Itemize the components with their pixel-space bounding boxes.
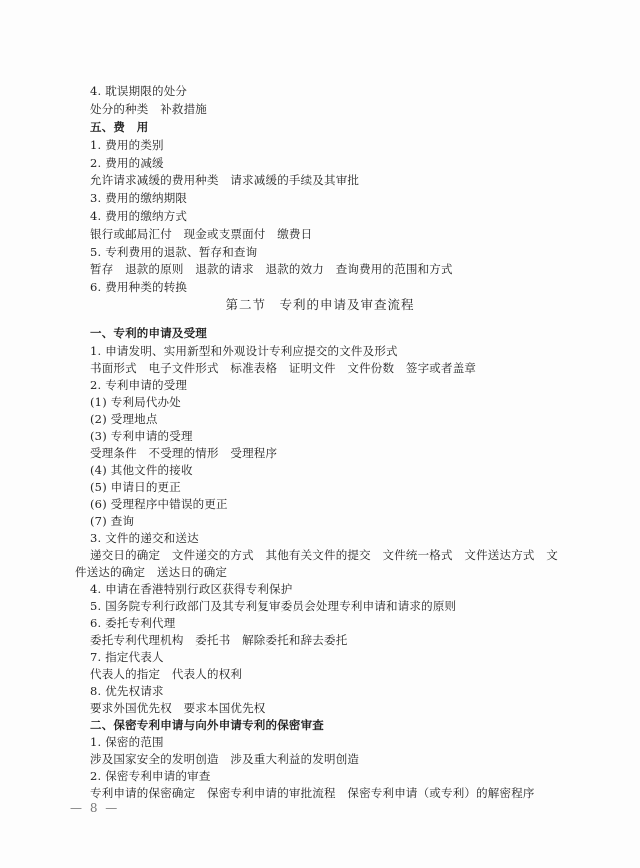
text-line: (4) 其他文件的接收: [90, 463, 193, 477]
chapter-section-title: 第二节 专利的申请及审查流程: [225, 297, 415, 312]
text-line: 7. 指定代表人: [90, 650, 164, 664]
text-line: 8. 优先权请求: [90, 684, 164, 698]
text-line: 2. 费用的减缓: [90, 156, 164, 170]
text-line: 4. 申请在香港特别行政区获得专利保护: [90, 582, 293, 596]
text-line: (3) 专利申请的受理: [90, 429, 193, 443]
text-line: 1. 费用的类别: [90, 138, 164, 152]
section-heading: 五、费 用: [90, 120, 149, 134]
text-line: 1. 申请发明、实用新型和外观设计专利应提交的文件及形式: [90, 344, 398, 358]
text-line: 3. 费用的缴纳期限: [90, 191, 188, 205]
text-line: 5. 专利费用的退款、暂存和查询: [90, 245, 258, 259]
text-line: 涉及国家安全的发明创造 涉及重大利益的发明创造: [90, 752, 360, 766]
text-line: 要求外国优先权 要求本国优先权: [90, 701, 266, 715]
text-line: (2) 受理地点: [90, 412, 158, 426]
text-line: 6. 委托专利代理: [90, 616, 176, 630]
text-line: 6. 费用种类的转换: [90, 280, 188, 294]
text-line: 递交日的确定 文件递交的方式 其他有关文件的提交 文件统一格式 文件送达方式 文: [90, 548, 558, 562]
text-line: 受理条件 不受理的情形 受理程序: [90, 446, 278, 460]
text-line: 2. 专利申请的受理: [90, 378, 188, 392]
text-line: 处分的种类 补救措施: [90, 102, 207, 116]
text-line: (5) 申请日的更正: [90, 480, 181, 494]
text-line: (7) 查询: [90, 514, 135, 528]
text-line: 3. 文件的递交和送达: [90, 531, 199, 545]
section-heading: 二、保密专利申请与向外申请专利的保密审查: [90, 718, 324, 732]
text-line: 代表人的指定 代表人的权利: [90, 667, 243, 681]
text-line: 2. 保密专利申请的审查: [90, 769, 211, 783]
text-line: 件送达的确定 送达日的确定: [75, 565, 228, 579]
section-heading: 一、专利的申请及受理: [90, 326, 207, 340]
text-line: 书面形式 电子文件形式 标准表格 证明文件 文件份数 签字或者盖章: [90, 361, 477, 375]
text-line: 暂存 退款的原则 退款的请求 退款的效力 查询费用的范围和方式: [90, 262, 453, 276]
page-number: — 8 —: [70, 801, 120, 815]
text-line: 专利申请的保密确定 保密专利申请的审批流程 保密专利申请（或专利）的解密程序: [90, 786, 535, 800]
text-line: 1. 保密的范围: [90, 735, 164, 749]
text-line: 4. 耽误期限的处分: [90, 84, 188, 98]
text-line: 5. 国务院专利行政部门及其专利复审委员会处理专利申请和请求的原则: [90, 599, 457, 613]
text-line: 4. 费用的缴纳方式: [90, 209, 188, 223]
text-line: (1) 专利局代办处: [90, 395, 181, 409]
text-line: 允许请求减缓的费用种类 请求减缓的手续及其审批: [90, 173, 360, 187]
text-line: 委托专利代理机构 委托书 解除委托和辞去委托: [90, 633, 348, 647]
text-line: (6) 受理程序中错误的更正: [90, 497, 228, 511]
text-line: 银行或邮局汇付 现金或支票面付 缴费日: [90, 227, 313, 241]
